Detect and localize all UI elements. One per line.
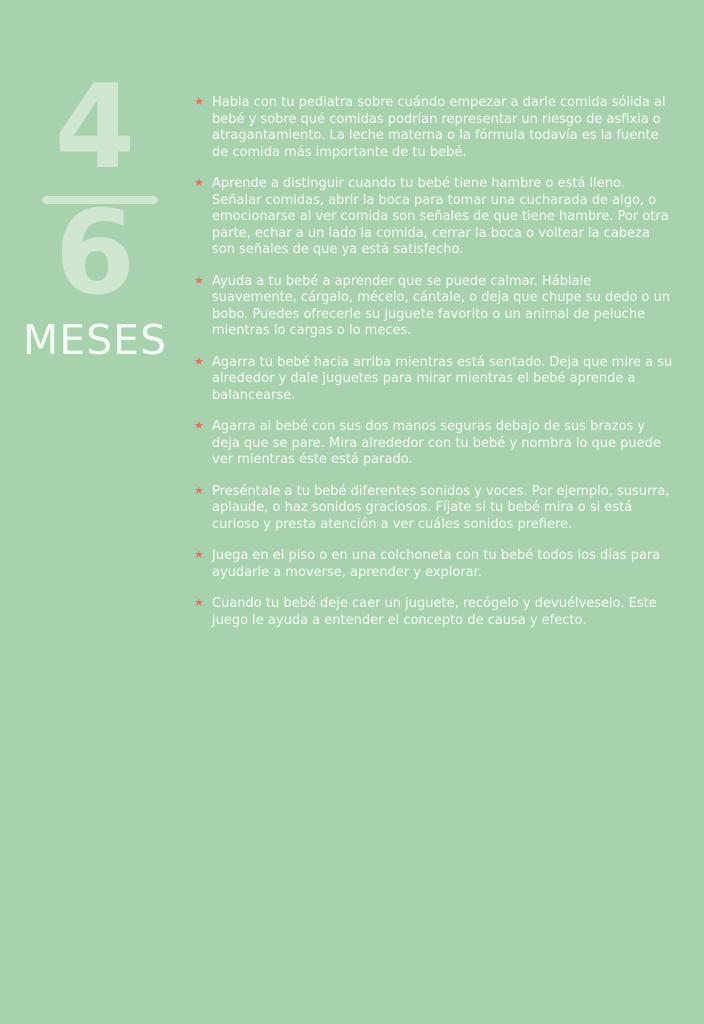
tip-item (194, 355, 674, 405)
star-icon: ★ (194, 273, 204, 287)
star-icon: ★ (194, 354, 204, 368)
tip-text: Cuando tu bebé deje caer un juguete, recógelo y devuélveselo. Este juego le ayuda a entender el concepto de causa y efecto. (212, 596, 657, 628)
tip-item (194, 176, 674, 259)
tip-text: Aprende a distinguir cuando tu bebé tiene hambre o está lleno. Señalar comidas, abrir la boca para tomar una cucharada de algo, o emocionarse al ver comida son señales de que tiene hambre. Por otra parte, echar a un lado la comida, cerrar la boca o voltear la cabeza son señales de que ya está satisfecho. (212, 176, 669, 257)
age-numerator: 4 (54, 60, 136, 195)
tip-text: Habla con tu pediatra sobre cuándo empezar a darle comida sólida al bebé y sobre qué comidas podrían representar un riesgo de asfixia o atragantamiento. La leche materna o la fórmula todavía es la fuente de comida más importante de tu bebé. (212, 95, 666, 160)
tip-text: Juega en el piso o en una colchoneta con tu bebé todos los días para ayudarle a moverse, aprender y explorar. (212, 548, 661, 580)
tip-text: Agarra tu bebé hacia arriba mientras está sentado. Deja que mire a su alrededor y dale juguetes para mirar mientras el bebé aprende a balancearse. (212, 354, 673, 403)
tip-text: Agarra al bebé con sus dos manos seguras debajo de sus brazos y deja que se pare. Mira alrededor con tu bebé y nombra lo que puede ver mientras éste está parado. (212, 419, 661, 467)
tip-item (194, 274, 674, 340)
tip-item (194, 596, 674, 629)
star-icon: ★ (194, 176, 204, 189)
age-denominator: 6 (54, 186, 136, 321)
tip-item (194, 419, 674, 469)
tip-item (194, 548, 674, 581)
star-icon: ★ (194, 596, 204, 609)
tip-text: Ayuda a tu bebé a aprender que se puede calmar. Háblale suavemente, cárgalo, mécelo, cántale, o deja que chupe su dedo o un bobo. Puedes ofrecerle su juguete favorito o un animal de peluche mientras lo cargas o lo meces. (212, 273, 671, 338)
tips-list (194, 95, 674, 644)
age-badge (22, 60, 168, 380)
tip-item (194, 95, 674, 161)
star-icon: ★ (194, 483, 204, 497)
age-unit: MESES (22, 316, 168, 364)
tip-item (194, 484, 674, 534)
tip-text: Preséntale a tu bebé diferentes sonidos y voces. Por ejemplo, susurra, aplaude, o haz sonidos graciosos. Fíjate si tu bebé mira o si está curioso y presta atención a ver cuáles sonidos prefiere. (212, 483, 670, 532)
star-icon: ★ (194, 95, 204, 108)
star-icon: ★ (194, 548, 204, 561)
star-icon: ★ (194, 419, 204, 432)
